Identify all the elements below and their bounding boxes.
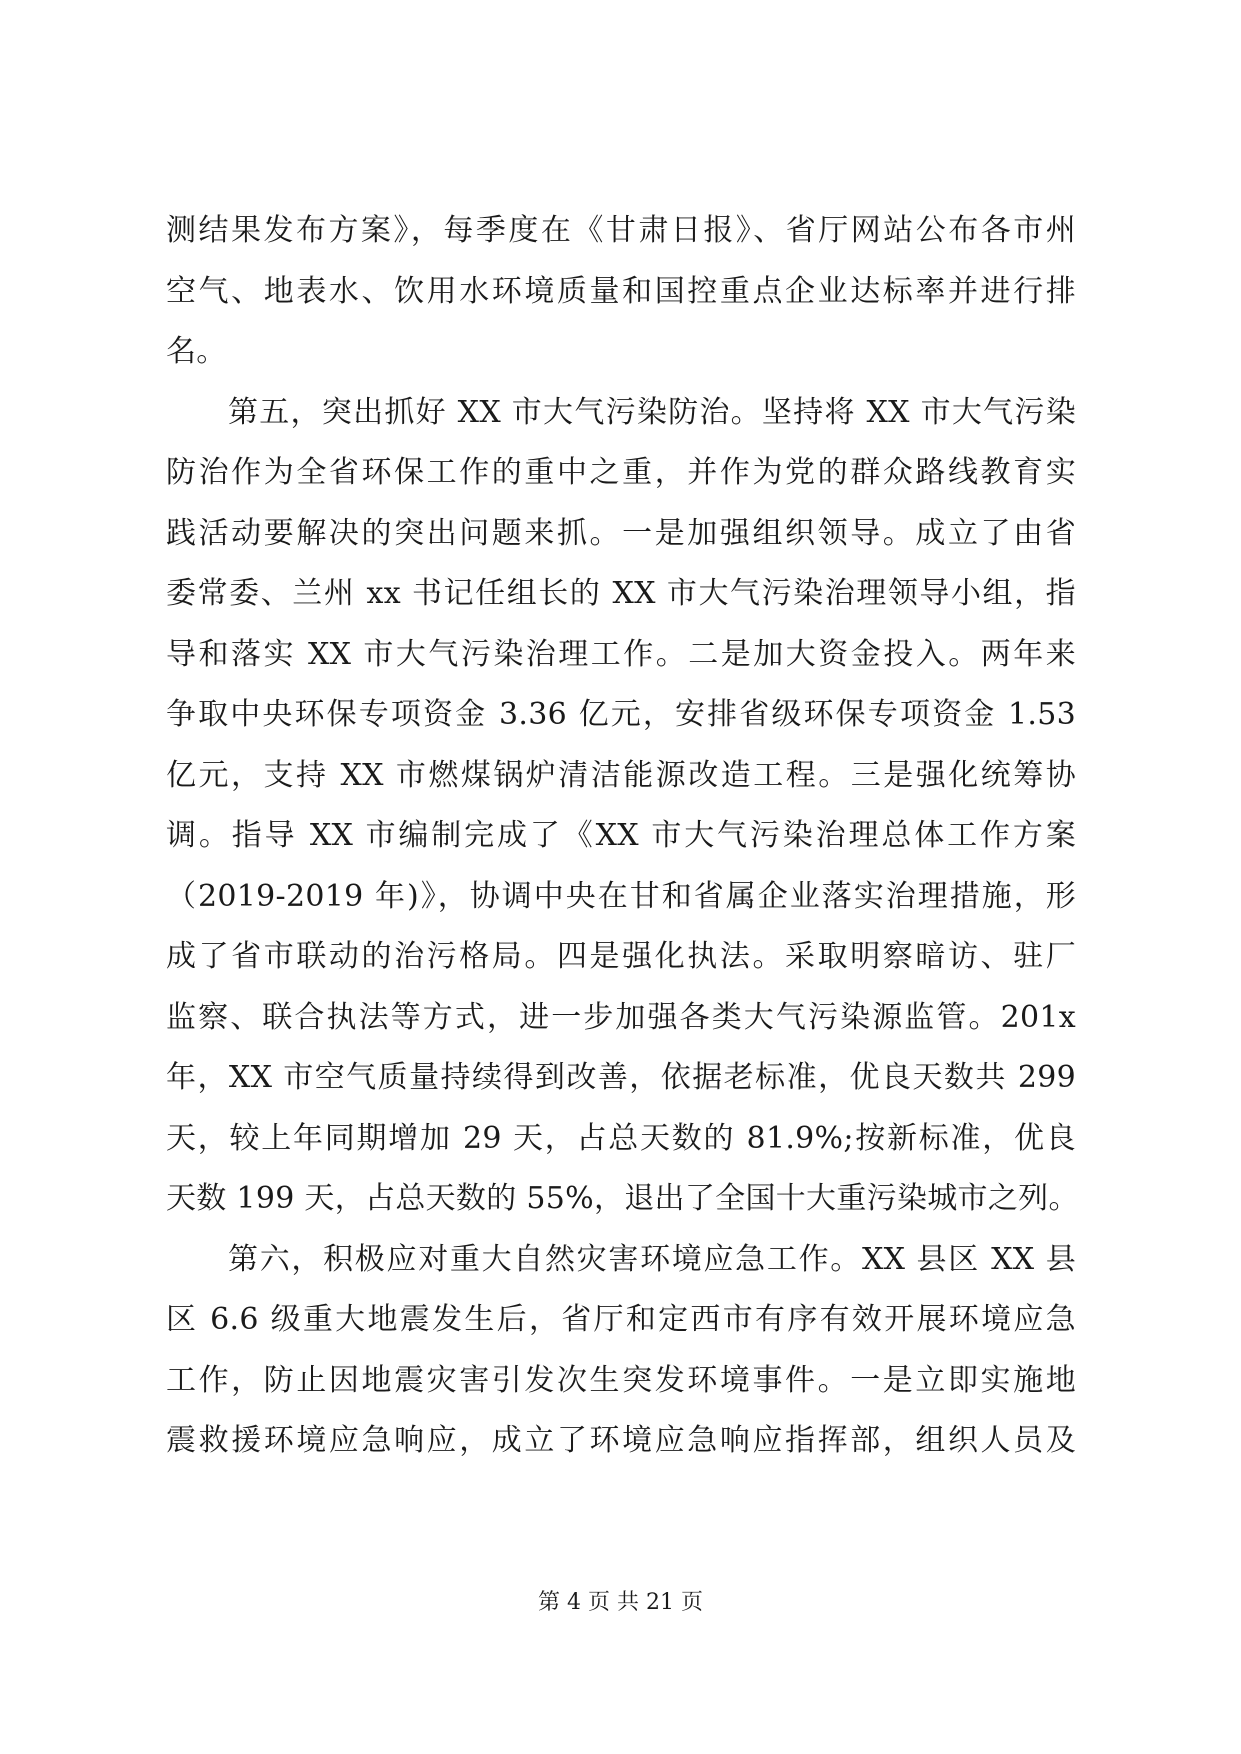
text-line: 亿元，支持 XX 市燃煤锅炉清洁能源改造工程。三是强化统筹协 xyxy=(166,757,1076,793)
text-line: 第五，突出抓好 XX 市大气污染防治。坚持将 XX 市大气污染 xyxy=(228,394,1076,430)
text-line: 防治作为全省环保工作的重中之重，并作为党的群众路线教育实 xyxy=(166,455,1076,490)
text-line: 第六，积极应对重大自然灾害环境应急工作。XX 县区 XX 县 xyxy=(228,1241,1076,1277)
text-line: 天，较上年同期增加 29 天，占总天数的 81.9%;按新标准，优良 xyxy=(166,1120,1076,1156)
text-line: 践活动要解决的突出问题来抓。一是加强组织领导。成立了由省 xyxy=(166,515,1076,551)
text-line: （2019-2019 年)》，协调中央在甘和省属企业落实治理措施，形 xyxy=(166,878,1076,914)
text-line: 调。指导 XX 市编制完成了《XX 市大气污染治理总体工作方案 xyxy=(166,818,1076,853)
page-footer xyxy=(0,1585,1241,1616)
text-line: 委常委、兰州 xx 书记任组长的 XX 市大气污染治理领导小组，指 xyxy=(166,576,1076,611)
text-line: 测结果发布方案》，每季度在《甘肃日报》、省厅网站公布各市州 xyxy=(166,213,1076,248)
text-line: 年，XX 市空气质量持续得到改善，依据老标准，优良天数共 299 xyxy=(166,1060,1076,1095)
page-number: 第 4 页 共 21 页 xyxy=(538,1590,703,1615)
document-body xyxy=(166,201,1079,1472)
text-line: 震救援环境应急响应，成立了环境应急响应指挥部，组织人员及 xyxy=(166,1423,1076,1458)
text-line: 监察、联合执法等方式，进一步加强各类大气污染源监管。201x xyxy=(166,999,1076,1035)
text-line: 区 6.6 级重大地震发生后，省厅和定西市有序有效开展环境应急 xyxy=(166,1302,1076,1337)
text-line: 争取中央环保专项资金 3.36 亿元，安排省级环保专项资金 1.53 xyxy=(166,697,1076,732)
text-line: 工作，防止因地震灾害引发次生突发环境事件。一是立即实施地 xyxy=(166,1362,1076,1398)
text-line: 天数 199 天，占总天数的 55%，退出了全国十大重污染城市之列。 xyxy=(166,1181,1079,1216)
text-line: 导和落实 XX 市大气污染治理工作。二是加大资金投入。两年来 xyxy=(166,636,1076,672)
text-line: 名。 xyxy=(166,334,227,369)
text-line: 空气、地表水、饮用水环境质量和国控重点企业达标率并进行排 xyxy=(166,273,1076,309)
text-line: 成了省市联动的治污格局。四是强化执法。采取明察暗访、驻厂 xyxy=(166,939,1076,974)
